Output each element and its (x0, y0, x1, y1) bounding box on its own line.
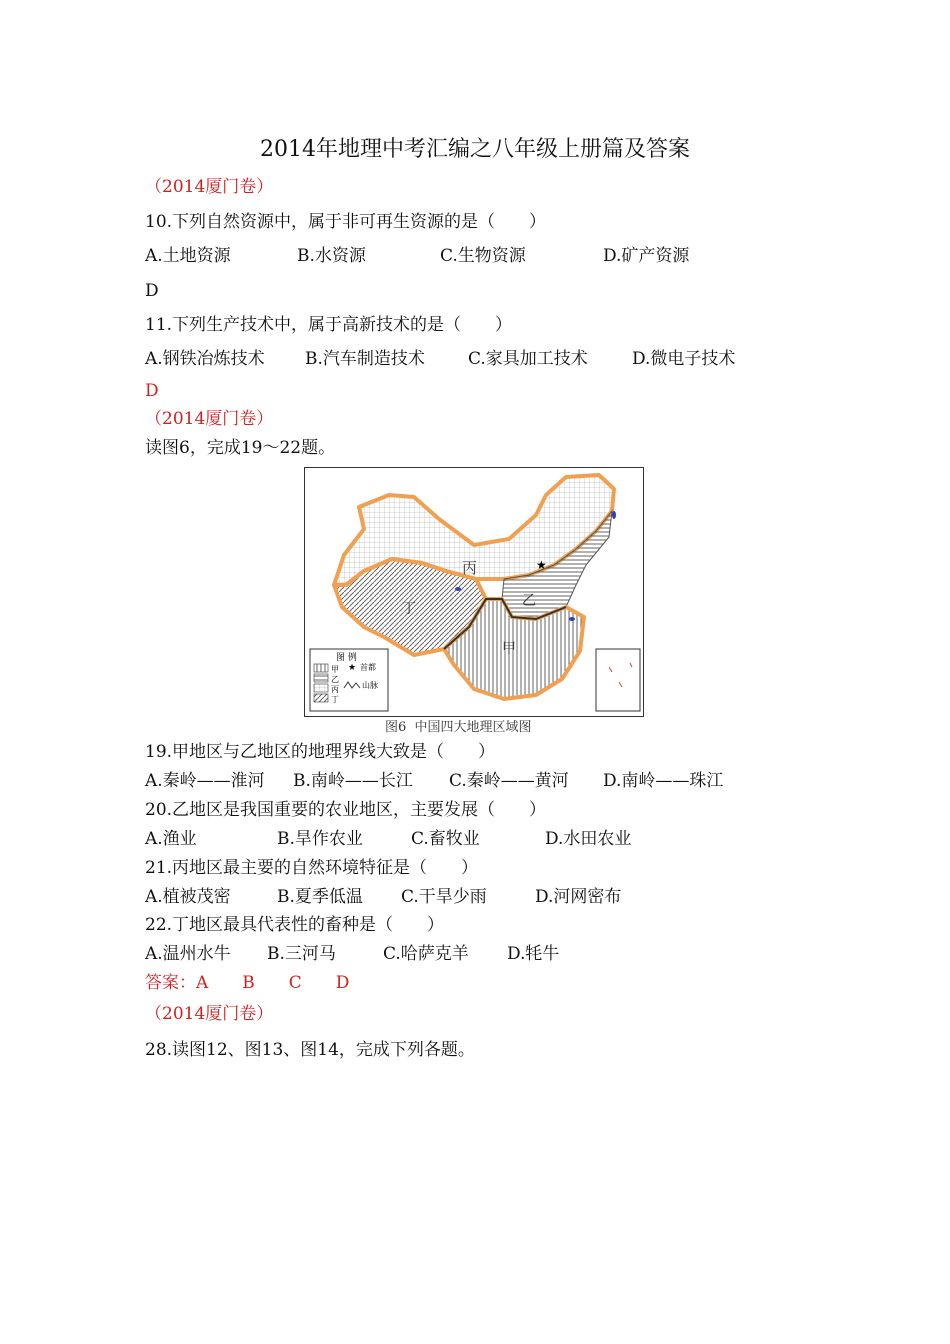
option-d: D.矿产资源 (603, 246, 690, 266)
map-caption: 图6 中国四大地理区域图 (385, 720, 532, 735)
page-title: 2014年地理中考汇编之八年级上册篇及答案 (260, 137, 690, 162)
option-a: A.秦岭——淮河 (145, 771, 265, 791)
option-d: D.牦牛 (507, 944, 560, 964)
question-22-stem: 22.丁地区最具代表性的畜种是（ ） (145, 915, 445, 935)
legend-yi: 乙 (331, 675, 339, 684)
region-label-ding: 丁 (402, 601, 416, 617)
option-a: A.钢铁冶炼技术 (145, 349, 265, 369)
option-b: B.旱作农业 (277, 829, 363, 849)
option-d: D.河网密布 (535, 887, 622, 907)
lake-icon (455, 587, 461, 591)
region-label-bing: 丙 (462, 559, 478, 577)
question-11-answer: D (145, 381, 159, 401)
option-c: C.家具加工技术 (468, 349, 588, 369)
legend-title: 图 例 (336, 653, 357, 663)
option-c: C.畜牧业 (411, 829, 480, 849)
option-b: B.夏季低温 (277, 887, 363, 907)
legend-mountain: 山脉 (362, 681, 378, 690)
question-11-stem: 11.下列生产技术中，属于高新技术的是（ ） (145, 315, 513, 335)
option-a: A.温州水牛 (145, 944, 231, 964)
lake-icon (569, 617, 575, 621)
read-prompt: 读图6，完成19～22题。 (145, 438, 336, 458)
source-label: （2014厦门卷） (145, 177, 274, 197)
option-c: C.干旱少雨 (401, 887, 487, 907)
south-sea-inset (596, 649, 640, 711)
question-21-stem: 21.丙地区最主要的自然环境特征是（ ） (145, 858, 479, 878)
option-c: C.哈萨克羊 (383, 944, 469, 964)
option-d: D.南岭——珠江 (603, 771, 724, 791)
capital-star-icon: ★ (536, 558, 547, 572)
question-10-stem: 10.下列自然资源中，属于非可再生资源的是（ ） (145, 212, 547, 232)
question-28-stem: 28.读图12、图13、图14，完成下列各题。 (145, 1040, 475, 1060)
option-b: B.三河马 (267, 944, 336, 964)
question-19-stem: 19.甲地区与乙地区的地理界线大致是（ ） (145, 742, 496, 762)
map-graphic (304, 467, 644, 717)
answers-19-22: 答案：A B C D (145, 973, 350, 993)
legend-ding: 丁 (331, 695, 339, 704)
option-b: B.水资源 (297, 246, 366, 266)
legend-jia: 甲 (331, 665, 339, 674)
option-a: A.植被茂密 (145, 887, 231, 907)
option-d: D.微电子技术 (632, 349, 736, 369)
option-d: D.水田农业 (545, 829, 632, 849)
lake-icon (612, 511, 616, 519)
question-20-stem: 20.乙地区是我国重要的农业地区，主要发展（ ） (145, 800, 547, 820)
region-label-jia: 甲 (502, 641, 516, 657)
source-label: （2014厦门卷） (145, 1004, 274, 1024)
source-label: （2014厦门卷） (145, 409, 274, 429)
region-label-yi: 乙 (522, 593, 536, 609)
legend-capital-star-icon: ★ (348, 663, 357, 673)
option-a: A.土地资源 (145, 246, 231, 266)
question-10-answer: D (145, 281, 159, 301)
legend-bing: 丙 (331, 685, 339, 694)
option-a: A.渔业 (145, 829, 197, 849)
option-c: C.秦岭——黄河 (449, 771, 569, 791)
option-b: B.汽车制造技术 (305, 349, 425, 369)
china-regions-map (304, 467, 644, 717)
legend-capital: 首都 (360, 663, 376, 672)
option-b: B.南岭——长江 (293, 771, 413, 791)
option-c: C.生物资源 (440, 246, 526, 266)
